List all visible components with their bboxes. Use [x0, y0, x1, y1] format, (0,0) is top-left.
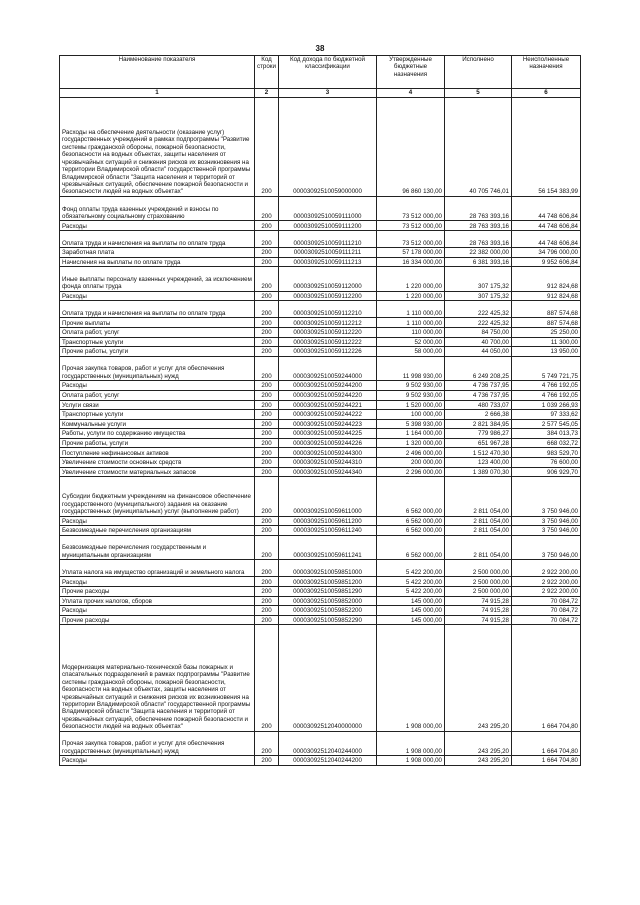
row-approved: 73 512 000,00 — [377, 221, 445, 231]
table-row — [60, 419, 581, 429]
row-executed: 40 705 746,01 — [445, 98, 512, 197]
table-row — [60, 615, 581, 625]
row-approved: 2 296 000,00 — [377, 467, 445, 477]
table-row — [60, 328, 581, 338]
row-classification-code: 00003092510059111213 — [279, 257, 377, 267]
row-name: Прочие работы, услуги — [60, 347, 255, 357]
row-remaining: 668 032,72 — [512, 438, 581, 448]
row-classification-code: 00003092510059852290 — [279, 615, 377, 625]
row-line-code: 200 — [255, 337, 279, 347]
row-name: Начисления на выплаты по оплате труда — [60, 257, 255, 267]
row-name: Расходы — [60, 381, 255, 391]
table-row — [60, 291, 581, 301]
row-name: Расходы — [60, 221, 255, 231]
row-remaining: 2 922 200,00 — [512, 587, 581, 597]
row-classification-code: 00003092510059244310 — [279, 458, 377, 468]
row-line-code: 200 — [255, 606, 279, 616]
row-executed: 28 763 393,16 — [445, 196, 512, 221]
row-classification-code: 00003092510059852200 — [279, 606, 377, 616]
row-approved: 6 562 000,00 — [377, 535, 445, 560]
row-executed: 480 733,07 — [445, 400, 512, 410]
row-classification-code: 00003092510059111211 — [279, 248, 377, 258]
row-approved: 145 000,00 — [377, 615, 445, 625]
table-row — [60, 257, 581, 267]
row-executed: 28 763 393,16 — [445, 230, 512, 247]
row-name: Прочие выплаты — [60, 318, 255, 328]
row-classification-code: 00003092510059112212 — [279, 318, 377, 328]
row-remaining: 34 796 000,00 — [512, 248, 581, 258]
table-row — [60, 230, 581, 247]
row-approved: 200 000,00 — [377, 458, 445, 468]
table-row — [60, 221, 581, 231]
table-row — [60, 560, 581, 577]
row-remaining: 44 748 606,84 — [512, 221, 581, 231]
row-executed: 222 425,32 — [445, 318, 512, 328]
row-name: Расходы — [60, 577, 255, 587]
row-line-code: 200 — [255, 267, 279, 292]
row-line-code: 200 — [255, 347, 279, 357]
row-approved: 1 908 000,00 — [377, 756, 445, 766]
row-approved: 6 562 000,00 — [377, 526, 445, 536]
table-row — [60, 98, 581, 197]
row-executed: 74 915,28 — [445, 596, 512, 606]
row-remaining: 2 577 545,05 — [512, 419, 581, 429]
row-classification-code: 00003092510059111210 — [279, 230, 377, 247]
row-executed: 4 736 737,95 — [445, 381, 512, 391]
row-approved: 73 512 000,00 — [377, 230, 445, 247]
row-line-code: 200 — [255, 731, 279, 756]
row-name: Увеличение стоимости основных средств — [60, 458, 255, 468]
row-executed: 6 249 208,25 — [445, 356, 512, 381]
row-approved: 1 164 000,00 — [377, 429, 445, 439]
row-remaining: 44 748 606,84 — [512, 230, 581, 247]
row-remaining: 3 750 946,00 — [512, 526, 581, 536]
row-line-code: 200 — [255, 596, 279, 606]
row-name: Иные выплаты персоналу казенных учреждений, за исключением фонда оплаты труда — [60, 267, 255, 292]
row-executed: 779 986,27 — [445, 429, 512, 439]
row-approved: 6 562 000,00 — [377, 516, 445, 526]
row-line-code: 200 — [255, 560, 279, 577]
row-line-code: 200 — [255, 196, 279, 221]
row-remaining: 3 750 946,00 — [512, 477, 581, 516]
row-remaining: 3 750 946,00 — [512, 535, 581, 560]
row-name: Расходы — [60, 291, 255, 301]
row-approved: 145 000,00 — [377, 606, 445, 616]
row-remaining: 5 749 721,75 — [512, 356, 581, 381]
row-line-code: 200 — [255, 438, 279, 448]
table-row — [60, 467, 581, 477]
column-number-row — [60, 89, 581, 98]
row-line-code: 200 — [255, 448, 279, 458]
row-name: Транспортные услуги — [60, 410, 255, 420]
row-remaining: 44 748 606,84 — [512, 196, 581, 221]
row-classification-code: 00003092510059611200 — [279, 516, 377, 526]
row-line-code: 200 — [255, 291, 279, 301]
row-line-code: 200 — [255, 400, 279, 410]
row-classification-code: 00003092510059244222 — [279, 410, 377, 420]
row-line-code: 200 — [255, 221, 279, 231]
column-number: 6 — [512, 89, 581, 98]
row-remaining: 2 922 200,00 — [512, 560, 581, 577]
row-line-code: 200 — [255, 458, 279, 468]
table-header-row — [60, 56, 581, 89]
row-classification-code: 00003092510059611000 — [279, 477, 377, 516]
row-classification-code: 00003092510059000000 — [279, 98, 377, 197]
row-executed: 2 500 000,00 — [445, 587, 512, 597]
row-executed: 222 425,32 — [445, 301, 512, 318]
row-line-code: 200 — [255, 625, 279, 731]
row-name: Коммунальные услуги — [60, 419, 255, 429]
table-row — [60, 356, 581, 381]
row-classification-code: 00003092510059244200 — [279, 381, 377, 391]
row-executed: 84 750,00 — [445, 328, 512, 338]
row-remaining: 1 664 704,80 — [512, 625, 581, 731]
row-executed: 40 700,00 — [445, 337, 512, 347]
row-name: Уплата налога на имущество организаций и земельного налога — [60, 560, 255, 577]
row-remaining: 70 084,72 — [512, 615, 581, 625]
row-name: Оплата работ, услуг — [60, 390, 255, 400]
row-executed: 2 811 054,00 — [445, 516, 512, 526]
row-line-code: 200 — [255, 419, 279, 429]
row-classification-code: 00003092510059852000 — [279, 596, 377, 606]
row-line-code: 200 — [255, 615, 279, 625]
row-remaining: 906 929,70 — [512, 467, 581, 477]
row-name: Расходы — [60, 516, 255, 526]
row-classification-code: 00003092510059112226 — [279, 347, 377, 357]
row-remaining: 912 824,68 — [512, 267, 581, 292]
row-line-code: 200 — [255, 467, 279, 477]
row-approved: 110 000,00 — [377, 328, 445, 338]
row-name: Безвозмездные перечисления организациям — [60, 526, 255, 536]
row-remaining: 2 922 200,00 — [512, 577, 581, 587]
row-classification-code: 00003092510059111200 — [279, 221, 377, 231]
row-classification-code: 00003092512040000000 — [279, 625, 377, 731]
row-remaining: 13 950,00 — [512, 347, 581, 357]
row-line-code: 200 — [255, 429, 279, 439]
row-remaining: 70 084,72 — [512, 606, 581, 616]
row-classification-code: 00003092510059244221 — [279, 400, 377, 410]
row-executed: 307 175,32 — [445, 267, 512, 292]
row-classification-code: 00003092510059611241 — [279, 535, 377, 560]
row-executed: 243 295,20 — [445, 731, 512, 756]
row-name: Субсидии бюджетным учреждениям на финансовое обеспечение государственного (муниципального) задания на оказание государственных (муниципальных) услуг (выполнение работ) — [60, 477, 255, 516]
row-line-code: 200 — [255, 535, 279, 560]
row-classification-code: 00003092510059112210 — [279, 301, 377, 318]
row-executed: 243 295,20 — [445, 625, 512, 731]
row-approved: 1 110 000,00 — [377, 318, 445, 328]
row-executed: 651 967,28 — [445, 438, 512, 448]
row-approved: 2 496 000,00 — [377, 448, 445, 458]
table-row — [60, 477, 581, 516]
row-classification-code: 00003092510059851000 — [279, 560, 377, 577]
table-row — [60, 526, 581, 536]
row-approved: 5 422 200,00 — [377, 577, 445, 587]
row-executed: 1 512 470,30 — [445, 448, 512, 458]
row-approved: 9 502 930,00 — [377, 390, 445, 400]
row-line-code: 200 — [255, 328, 279, 338]
row-approved: 145 000,00 — [377, 596, 445, 606]
table-row — [60, 196, 581, 221]
row-remaining: 912 824,68 — [512, 291, 581, 301]
table-row — [60, 429, 581, 439]
table-row — [60, 535, 581, 560]
row-remaining: 97 333,62 — [512, 410, 581, 420]
row-remaining: 76 600,00 — [512, 458, 581, 468]
row-classification-code: 00003092512040244000 — [279, 731, 377, 756]
row-approved: 1 110 000,00 — [377, 301, 445, 318]
row-approved: 1 220 000,00 — [377, 267, 445, 292]
row-executed: 2 500 000,00 — [445, 560, 512, 577]
row-remaining: 983 529,70 — [512, 448, 581, 458]
row-approved: 73 512 000,00 — [377, 196, 445, 221]
row-line-code: 200 — [255, 98, 279, 197]
column-number: 5 — [445, 89, 512, 98]
table-body — [60, 98, 581, 766]
header-line-code: Код строки — [255, 56, 279, 89]
row-executed: 74 915,28 — [445, 615, 512, 625]
row-name: Увеличение стоимости материальных запасов — [60, 467, 255, 477]
row-name: Уплата прочих налогов, сборов — [60, 596, 255, 606]
table-row — [60, 390, 581, 400]
row-name: Прочая закупка товаров, работ и услуг для обеспечения государственных (муниципальных) нужд — [60, 731, 255, 756]
row-classification-code: 00003092512040244200 — [279, 756, 377, 766]
row-classification-code: 00003092510059112200 — [279, 291, 377, 301]
row-remaining: 25 250,00 — [512, 328, 581, 338]
row-executed: 2 811 054,00 — [445, 477, 512, 516]
column-number: 2 — [255, 89, 279, 98]
table-row — [60, 438, 581, 448]
row-remaining: 887 574,68 — [512, 318, 581, 328]
row-executed: 6 381 393,16 — [445, 257, 512, 267]
row-name: Оплата труда и начисления на выплаты по оплате труда — [60, 230, 255, 247]
row-executed: 44 050,00 — [445, 347, 512, 357]
table-row — [60, 301, 581, 318]
row-classification-code: 00003092510059611240 — [279, 526, 377, 536]
row-line-code: 200 — [255, 248, 279, 258]
row-remaining: 1 664 704,80 — [512, 731, 581, 756]
row-line-code: 200 — [255, 526, 279, 536]
row-approved: 5 422 200,00 — [377, 560, 445, 577]
table-row — [60, 267, 581, 292]
table-row — [60, 577, 581, 587]
row-remaining: 11 300,00 — [512, 337, 581, 347]
row-classification-code: 00003092510059112220 — [279, 328, 377, 338]
row-classification-code: 00003092510059244226 — [279, 438, 377, 448]
row-approved: 57 178 000,00 — [377, 248, 445, 258]
row-name: Оплата работ, услуг — [60, 328, 255, 338]
row-line-code: 200 — [255, 516, 279, 526]
table-row — [60, 606, 581, 616]
row-line-code: 200 — [255, 477, 279, 516]
row-executed: 2 811 054,00 — [445, 526, 512, 536]
row-approved: 11 998 930,00 — [377, 356, 445, 381]
table-row — [60, 625, 581, 731]
row-classification-code: 00003092510059851290 — [279, 587, 377, 597]
budget-execution-table — [59, 55, 581, 766]
row-classification-code: 00003092510059244300 — [279, 448, 377, 458]
row-line-code: 200 — [255, 381, 279, 391]
row-line-code: 200 — [255, 577, 279, 587]
header-approved: Утвержденные бюджетные назначения — [377, 56, 445, 89]
row-remaining: 3 750 946,00 — [512, 516, 581, 526]
row-remaining: 70 084,72 — [512, 596, 581, 606]
row-remaining: 887 574,68 — [512, 301, 581, 318]
row-executed: 2 821 384,95 — [445, 419, 512, 429]
row-executed: 2 811 054,00 — [445, 535, 512, 560]
row-remaining: 56 154 383,99 — [512, 98, 581, 197]
page-number: 38 — [315, 44, 325, 53]
row-name: Оплата труда и начисления на выплаты по оплате труда — [60, 301, 255, 318]
row-name: Услуги связи — [60, 400, 255, 410]
row-name: Модернизация материально-технической базы пожарных и спасательных подразделений в рамках подпрограммы "Развитие системы гражданской обороны, пожарной безопасности, безопасности на водных объектах, защиты населения от чрезвычайных ситуаций и снижения рисков их возникновения на территории Владимирской области" государственной программы Владимирской области "Защита населения и территорий от чрезвычайных ситуаций, обеспечение пожарной безопасности и безопасности людей на водных объектах" — [60, 625, 255, 731]
table-row — [60, 458, 581, 468]
row-executed: 74 915,28 — [445, 606, 512, 616]
row-remaining: 1 664 704,80 — [512, 756, 581, 766]
row-remaining: 384 013,73 — [512, 429, 581, 439]
row-approved: 100 000,00 — [377, 410, 445, 420]
row-executed: 1 389 070,30 — [445, 467, 512, 477]
column-number: 3 — [279, 89, 377, 98]
row-classification-code: 00003092510059851200 — [279, 577, 377, 587]
row-executed: 4 736 737,95 — [445, 390, 512, 400]
table-row — [60, 337, 581, 347]
row-name: Заработная плата — [60, 248, 255, 258]
row-remaining: 4 766 192,05 — [512, 381, 581, 391]
row-classification-code: 00003092510059244225 — [279, 429, 377, 439]
row-line-code: 200 — [255, 390, 279, 400]
row-remaining: 4 766 192,05 — [512, 390, 581, 400]
row-approved: 16 334 000,00 — [377, 257, 445, 267]
header-classification-code: Код дохода по бюджетной классификации — [279, 56, 377, 89]
column-number: 1 — [60, 89, 255, 98]
row-line-code: 200 — [255, 230, 279, 247]
row-name: Транспортные услуги — [60, 337, 255, 347]
row-name: Работы, услуги по содержанию имущества — [60, 429, 255, 439]
row-approved: 1 320 000,00 — [377, 438, 445, 448]
table-row — [60, 318, 581, 328]
row-approved: 5 422 200,00 — [377, 587, 445, 597]
row-executed: 2 500 000,00 — [445, 577, 512, 587]
row-executed: 2 666,38 — [445, 410, 512, 420]
row-classification-code: 00003092510059244340 — [279, 467, 377, 477]
table-row — [60, 596, 581, 606]
table-row — [60, 410, 581, 420]
row-classification-code: 00003092510059112000 — [279, 267, 377, 292]
row-name: Расходы — [60, 756, 255, 766]
row-approved: 5 398 930,00 — [377, 419, 445, 429]
row-name: Безвозмездные перечисления государственным и муниципальным организациям — [60, 535, 255, 560]
table-row — [60, 381, 581, 391]
row-line-code: 200 — [255, 756, 279, 766]
row-remaining: 1 039 266,93 — [512, 400, 581, 410]
row-executed: 307 175,32 — [445, 291, 512, 301]
row-name: Фонд оплаты труда казенных учреждений и взносы по обязательному социальному страхованию — [60, 196, 255, 221]
header-indicator-name: Наименование показателя — [60, 56, 255, 89]
table-row — [60, 587, 581, 597]
row-approved: 6 562 000,00 — [377, 477, 445, 516]
table-row — [60, 248, 581, 258]
row-classification-code: 00003092510059112222 — [279, 337, 377, 347]
table-row — [60, 731, 581, 756]
row-classification-code: 00003092510059244000 — [279, 356, 377, 381]
row-approved: 58 000,00 — [377, 347, 445, 357]
row-remaining: 9 952 606,84 — [512, 257, 581, 267]
row-approved: 52 000,00 — [377, 337, 445, 347]
row-name: Прочие работы, услуги — [60, 438, 255, 448]
header-executed: Исполнено — [445, 56, 512, 89]
row-classification-code: 00003092510059244223 — [279, 419, 377, 429]
row-name: Поступление нефинансовых активов — [60, 448, 255, 458]
row-line-code: 200 — [255, 356, 279, 381]
table-row — [60, 756, 581, 766]
row-name: Расходы на обеспечение деятельности (оказание услуг) государственных учреждений в рамках подпрограммы "Развитие системы гражданской обороны, пожарной безопасности, безопасности на водных объектах, защиты населения от чрезвычайных ситуаций и снижения рисков их возникновения на территории Владимирской области" государственной программы Владимирской области "Защита населения и территорий от чрезвычайных ситуаций, обеспечение пожарной безопасности и безопасности людей на водных объектах" — [60, 98, 255, 197]
table-row — [60, 400, 581, 410]
table-row — [60, 347, 581, 357]
row-executed: 243 295,20 — [445, 756, 512, 766]
row-line-code: 200 — [255, 257, 279, 267]
row-classification-code: 00003092510059111000 — [279, 196, 377, 221]
row-name: Прочие расходы — [60, 615, 255, 625]
row-name: Прочая закупка товаров, работ и услуг для обеспечения государственных (муниципальных) нужд — [60, 356, 255, 381]
row-name: Прочие расходы — [60, 587, 255, 597]
row-line-code: 200 — [255, 318, 279, 328]
row-line-code: 200 — [255, 410, 279, 420]
row-approved: 96 860 130,00 — [377, 98, 445, 197]
row-executed: 28 763 393,16 — [445, 221, 512, 231]
header-remaining: Неисполненные назначения — [512, 56, 581, 89]
row-line-code: 200 — [255, 301, 279, 318]
table-row — [60, 448, 581, 458]
row-name: Расходы — [60, 606, 255, 616]
row-approved: 1 220 000,00 — [377, 291, 445, 301]
row-approved: 1 908 000,00 — [377, 731, 445, 756]
row-executed: 123 400,00 — [445, 458, 512, 468]
row-approved: 1 520 000,00 — [377, 400, 445, 410]
row-approved: 1 908 000,00 — [377, 625, 445, 731]
table-row — [60, 516, 581, 526]
column-number: 4 — [377, 89, 445, 98]
row-line-code: 200 — [255, 587, 279, 597]
row-executed: 22 382 000,00 — [445, 248, 512, 258]
row-approved: 9 502 930,00 — [377, 381, 445, 391]
row-classification-code: 00003092510059244220 — [279, 390, 377, 400]
